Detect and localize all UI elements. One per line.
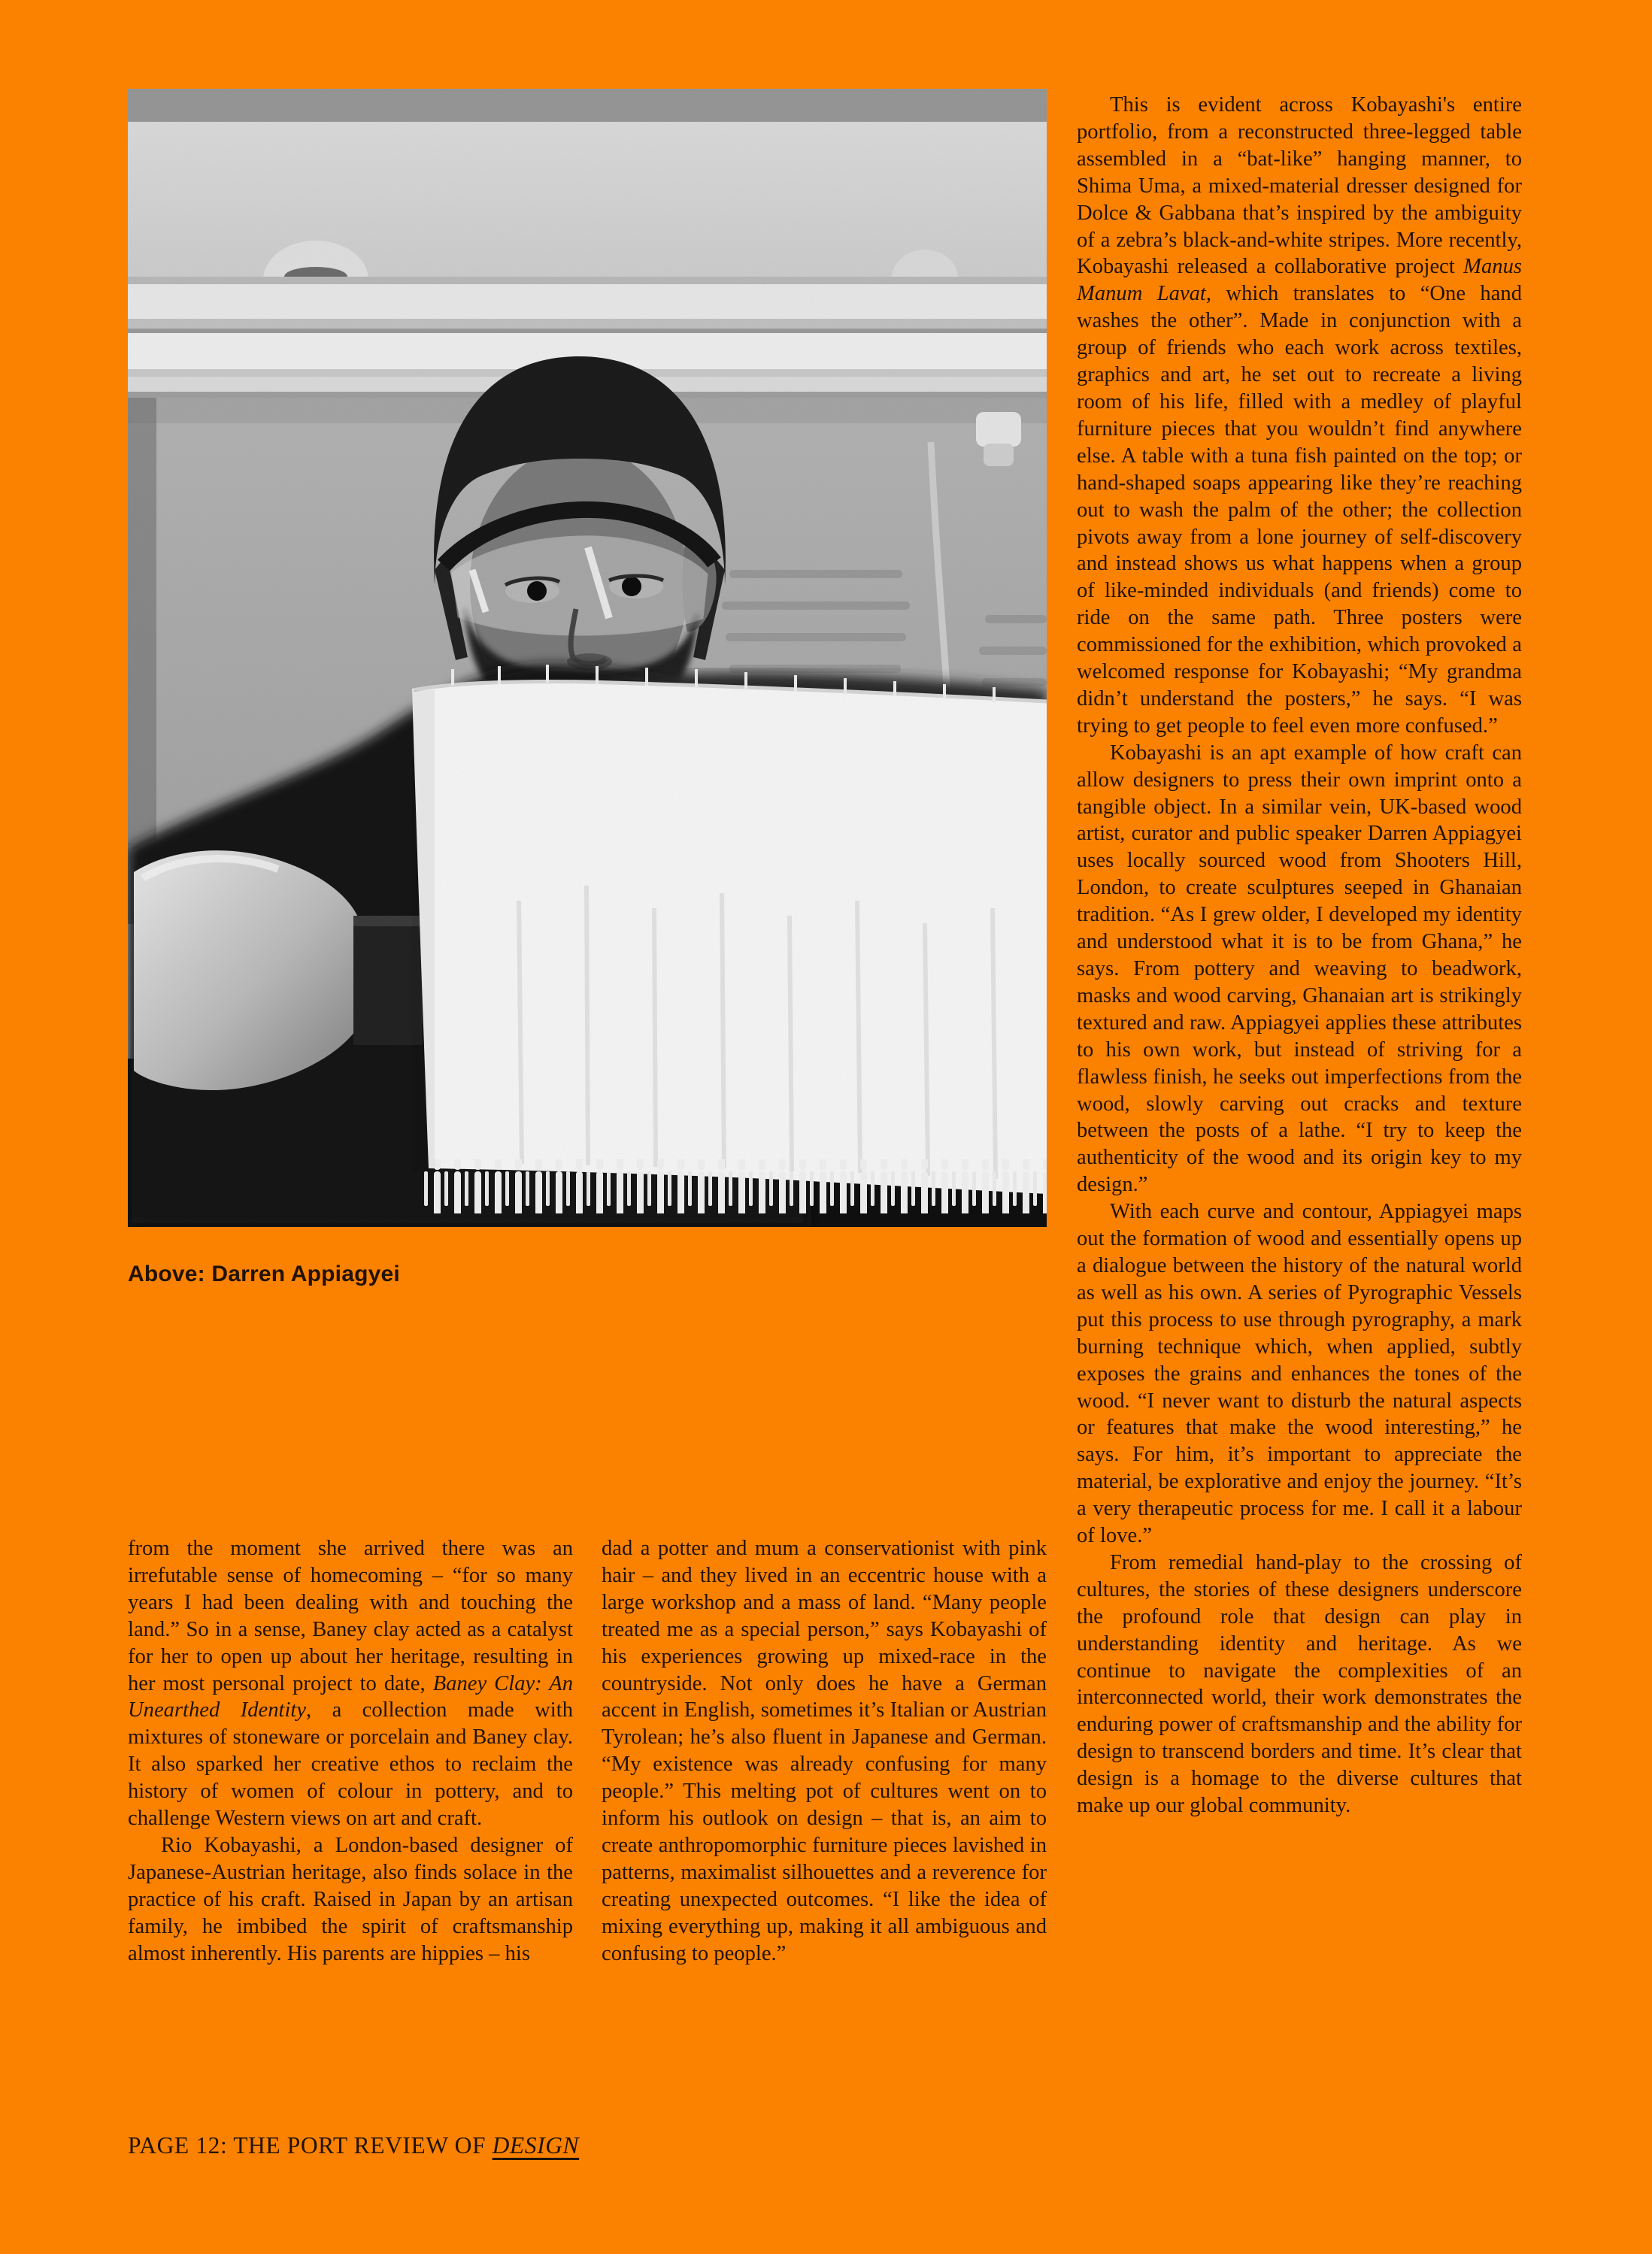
italic-title: Baney Clay: An Unearthed Identity — [128, 1671, 574, 1722]
photo-caption: Above: Darren Appiagyei — [128, 1262, 400, 1286]
body-text: Rio Kobayashi, a London-based designer of Japanese-Austrian heritage, also finds solace in the practice of his craft. Raised in Japan by an artisan family, he imbibed the spirit of craftsmanship almost inherently. His parents are hippies – his — [128, 1833, 573, 1965]
photo-darren-appiagyei — [128, 89, 1047, 1227]
paragraph — [128, 1832, 573, 1968]
paragraph — [1077, 740, 1522, 1198]
body-text: With each curve and contour, Appiagyei maps out the formation of wood and essentially opens up a dialogue between the history of the natural world as well as his own. A series of Pyrographic Vessels put this process to use through pyrography, a mark burning technique which, when applied, subtly exposes the grains and enhances the tones of the wood. “I never want to disturb the natural aspects or features that make the wood interesting,” he says. For him, it’s important to appreciate the material, be explorative and enjoy the journey. “It’s a very therapeutic process for me. I call it a labour of love.” — [1077, 1200, 1522, 1548]
body-text: from the moment she arrived there was an irrefutable sense of homecoming – “for so many years I had been dealing with and touching the land.” So in a sense, Baney clay acted as a catalyst for her to open up about her heritage, resulting in her most personal project to date, — [128, 1537, 573, 1695]
paragraph — [602, 1535, 1047, 1968]
body-text: From remedial hand-play to the crossing of cultures, the stories of these designers underscore the profound role that design can play in understanding identity and heritage. As we continue to navigate the complexities of an interconnected world, their work demonstrates the enduring power of craftsmanship and the ability for design to transcend borders and time. It’s clear that design is a homage to the diverse cultures that make up our global community. — [1077, 1550, 1522, 1818]
body-text: This is evident across Kobayashi's entire portfolio, from a reconstructed three-legged table assembled in a “bat-like” hanging manner, to Shima Uma, a mixed-material dresser designed for Dolce & Gabbana that’s inspired by the ambiguity of a zebra’s black-and-white stripes. More recently, Kobayashi released a collaborative project — [1077, 93, 1522, 279]
paragraph — [128, 1535, 573, 1832]
footer-text: PAGE 12: THE PORT REVIEW OF — [128, 2132, 493, 2159]
italic-title: Manus Manum Lavat — [1077, 255, 1522, 306]
body-text: dad a potter and mum a conservationist with pink hair – and they lived in an eccentric house with a large workshop and a mass of land. “Many people treated me as a special person,” says Kobayashi of his experiences growing up mixed-race in the countryside. Not only does he have a German accent in English, sometimes it’s Italian or Austrian Tyrolean; he’s also fluent in Japanese and German. “My existence was already confusing for many people.” This melting pot of cultures went on to inform his outlook on design – that is, an aim to create anthropomorphic furniture pieces lavished in patterns, maximalist silhouettes and a reverence for creating unexpected outcomes. “I like the idea of mixing everything up, making it all ambiguous and confusing to people.” — [602, 1537, 1047, 1965]
body-text: , which translates to “One hand washes the other”. Made in conjunction with a group of friends who each work across textiles, graphics and art, he set out to recreate a living room of his life, filled with a medley of playful furniture pieces that you wouldn’t find anywhere else. A table with a tuna fish painted on the top; or hand-shaped soaps appearing like they’re reaching out to wash the palm of the other; the collection pivots away from a lone journey of self-discovery and instead shows us what happens when a group of like-minded individuals (and friends) come to ride on the same path. Three posters were commissioned for the exhibition, which provoked a welcomed response for Kobayashi; “My grandma didn’t understand the posters,” he says. “I was trying to get people to feel even more confused.” — [1077, 282, 1523, 738]
photo-grain — [128, 89, 1047, 1227]
footer-magazine-title: DESIGN — [492, 2132, 580, 2159]
column-left — [128, 1535, 573, 1968]
column-middle — [602, 1535, 1047, 1968]
body-text: Kobayashi is an apt example of how craft can allow designers to press their own imprint onto a tangible object. In a similar vein, UK-based wood artist, curator and public speaker Darren Appiagyei uses locally sourced wood from Shooters Hill, London, to create sculptures seeped in Ghanaian tradition. “As I grew older, I developed my identity and understood what it is to be from Ghana,” he says. From pottery and weaving to beadwork, masks and wood carving, Ghanaian art is strikingly textured and raw. Appiagyei applies these attributes to his own work, but instead of striving for a flawless finish, he seeks out imperfections from the wood, slowly carving out cracks and texture between the posts of a lathe. “I try to keep the authenticity of the wood and its origin key to my design.” — [1077, 741, 1522, 1197]
body-text: , a collection made with mixtures of stoneware or porcelain and Baney clay. It also sparked her creative ethos to reclaim the history of women of colour in pottery, and to challenge Western views on art and craft. — [128, 1698, 573, 1831]
photo-illustration — [128, 89, 1047, 1227]
paragraph — [1077, 92, 1522, 740]
paragraph — [1077, 1550, 1522, 1819]
page-footer — [128, 2132, 579, 2159]
paragraph — [1077, 1198, 1522, 1550]
column-right — [1077, 92, 1522, 1819]
